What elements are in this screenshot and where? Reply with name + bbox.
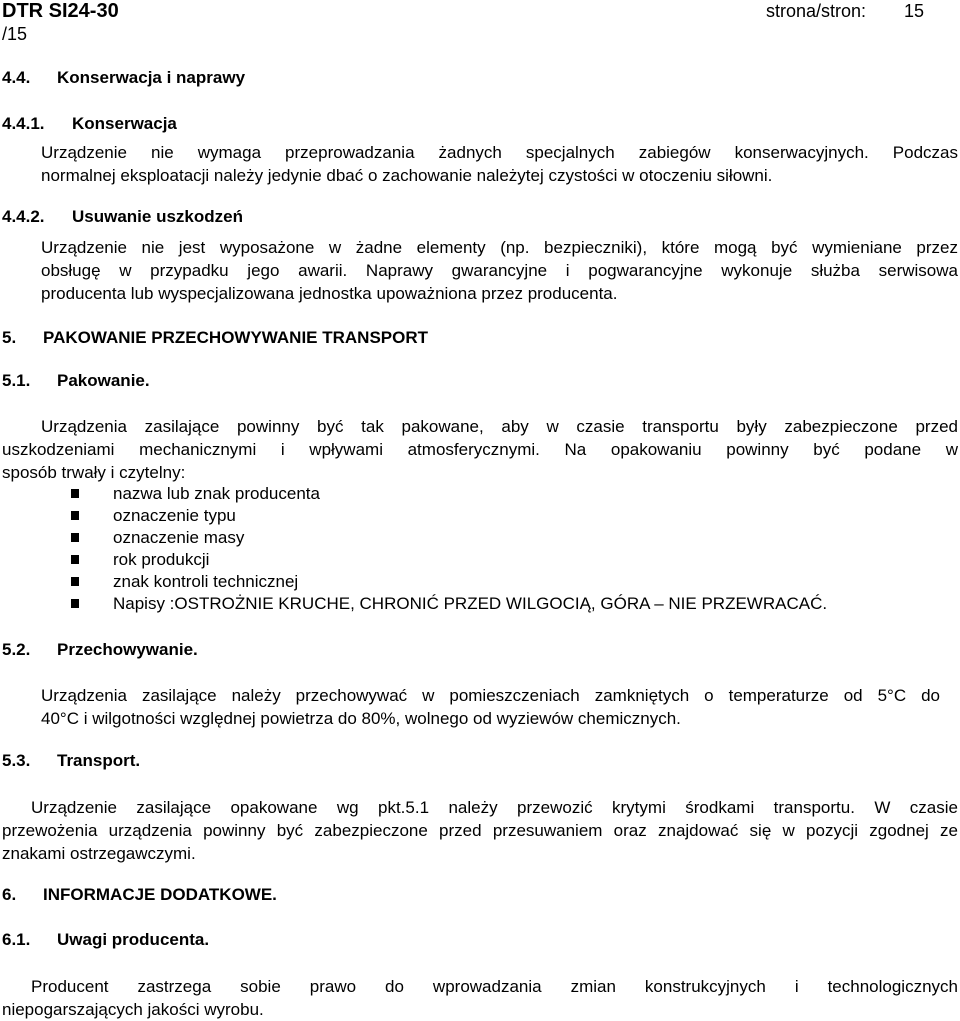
paragraph-line: normalnej eksploatacji należy jedynie dbać o zachowanie należytej czystości w otoczeniu siłowni.	[41, 166, 773, 185]
section-heading-5	[2, 328, 428, 348]
packaging-markings-list	[71, 483, 827, 615]
heading-title: Usuwanie uszkodzeń	[72, 207, 243, 226]
page-counter	[766, 1, 924, 22]
section-heading-4-4	[2, 68, 245, 88]
paragraph-konserwacja	[41, 141, 958, 187]
section-heading-5-3	[2, 751, 140, 771]
list-item: Napisy :OSTROŻNIE KRUCHE, CHRONIĆ PRZED WILGOCIĄ, GÓRA – NIE PRZEWRACAĆ.	[71, 593, 827, 615]
paragraph-line: znakami ostrzegawczymi.	[2, 844, 196, 863]
list-item: oznaczenie masy	[71, 527, 827, 549]
heading-number: 5.	[2, 328, 17, 347]
list-item: nazwa lub znak producenta	[71, 483, 827, 505]
heading-number: 4.4.2.	[2, 207, 45, 226]
paragraph-line: obsługę w przypadku jego awarii. Naprawy gwarancyjne i pogwarancyjne wykonuje służba serwisowa	[41, 261, 958, 280]
heading-number: 6.	[2, 885, 17, 904]
paragraph-pakowanie	[2, 415, 958, 484]
list-item: oznaczenie typu	[71, 505, 827, 527]
heading-number: 4.4.	[2, 68, 31, 87]
heading-title: PAKOWANIE PRZECHOWYWANIE TRANSPORT	[43, 328, 429, 347]
heading-number: 6.1.	[2, 930, 31, 949]
heading-number: 5.2.	[2, 640, 31, 659]
list-item: rok produkcji	[71, 549, 827, 571]
bullet-square-icon	[71, 555, 79, 564]
list-item: znak kontroli technicznej	[71, 571, 827, 593]
paragraph-line: przewożenia urządzenia powinny być zabezpieczone przed przesuwaniem oraz znajdować się w pozycji zgodnej ze	[2, 821, 958, 840]
bullet-square-icon	[71, 599, 79, 608]
heading-title: Konserwacja i naprawy	[57, 68, 246, 87]
paragraph-line: Urządzenie nie jest wyposażone w żadne elementy (np. bezpieczniki), które mogą być wymieniane przez	[41, 238, 958, 257]
paragraph-usuwanie-uszkodzen	[41, 236, 958, 305]
paragraph-line: Urządzenia zasilające powinny być tak pakowane, aby w czasie transportu były zabezpieczone przed	[41, 417, 958, 436]
paragraph-line: sposób trwały i czytelny:	[2, 463, 186, 482]
heading-title: Konserwacja	[72, 114, 177, 133]
page-total: /15	[2, 24, 28, 44]
paragraph-line: Urządzenie zasilające opakowane wg pkt.5.1 należy przewozić krytymi środkami transportu. W czasie	[31, 798, 958, 817]
section-heading-6-1	[2, 930, 209, 950]
bullet-square-icon	[71, 533, 79, 542]
paragraph-line: Urządzenie nie wymaga przeprowadzania żadnych specjalnych zabiegów konserwacyjnych. Podczas	[41, 143, 958, 162]
heading-title: Uwagi producenta.	[57, 930, 210, 949]
paragraph-line: producenta lub wyspecjalizowana jednostka upoważniona przez producenta.	[41, 284, 618, 303]
heading-title: INFORMACJE DODATKOWE.	[43, 885, 277, 904]
heading-number: 4.4.1.	[2, 114, 45, 133]
section-heading-4-4-1	[2, 114, 177, 134]
paragraph-przechowywanie	[2, 684, 940, 730]
bullet-square-icon	[71, 489, 79, 498]
heading-title: Pakowanie.	[57, 371, 150, 390]
document-id: DTR SI24-30	[2, 0, 119, 22]
paragraph-uwagi-producenta	[2, 975, 958, 1021]
section-heading-6	[2, 885, 277, 905]
page-number: 15	[904, 1, 925, 21]
heading-title: Transport.	[57, 751, 141, 770]
heading-number: 5.3.	[2, 751, 31, 770]
section-heading-5-1	[2, 371, 150, 391]
section-heading-5-2	[2, 640, 198, 660]
paragraph-line: Producent zastrzega sobie prawo do wprowadzania zmian konstrukcyjnych i technologicznych	[31, 977, 958, 996]
page-label: strona/stron:	[766, 1, 867, 21]
heading-title: Przechowywanie.	[57, 640, 198, 659]
paragraph-line: uszkodzeniami mechanicznymi i wpływami atmosferycznymi. Na opakowaniu powinny być podane w	[2, 440, 958, 459]
bullet-square-icon	[71, 577, 79, 586]
bullet-square-icon	[71, 511, 79, 520]
section-heading-4-4-2	[2, 207, 243, 227]
paragraph-line: niepogarszających jakości wyrobu.	[2, 1000, 264, 1019]
paragraph-transport	[2, 796, 958, 865]
heading-number: 5.1.	[2, 371, 31, 390]
paragraph-line: 40°C i wilgotności względnej powietrza do 80%, wolnego od wyziewów chemicznych.	[41, 709, 681, 728]
paragraph-line: Urządzenia zasilające należy przechowywać w pomieszczeniach zamkniętych o temperaturze od 5°C do	[41, 686, 940, 705]
